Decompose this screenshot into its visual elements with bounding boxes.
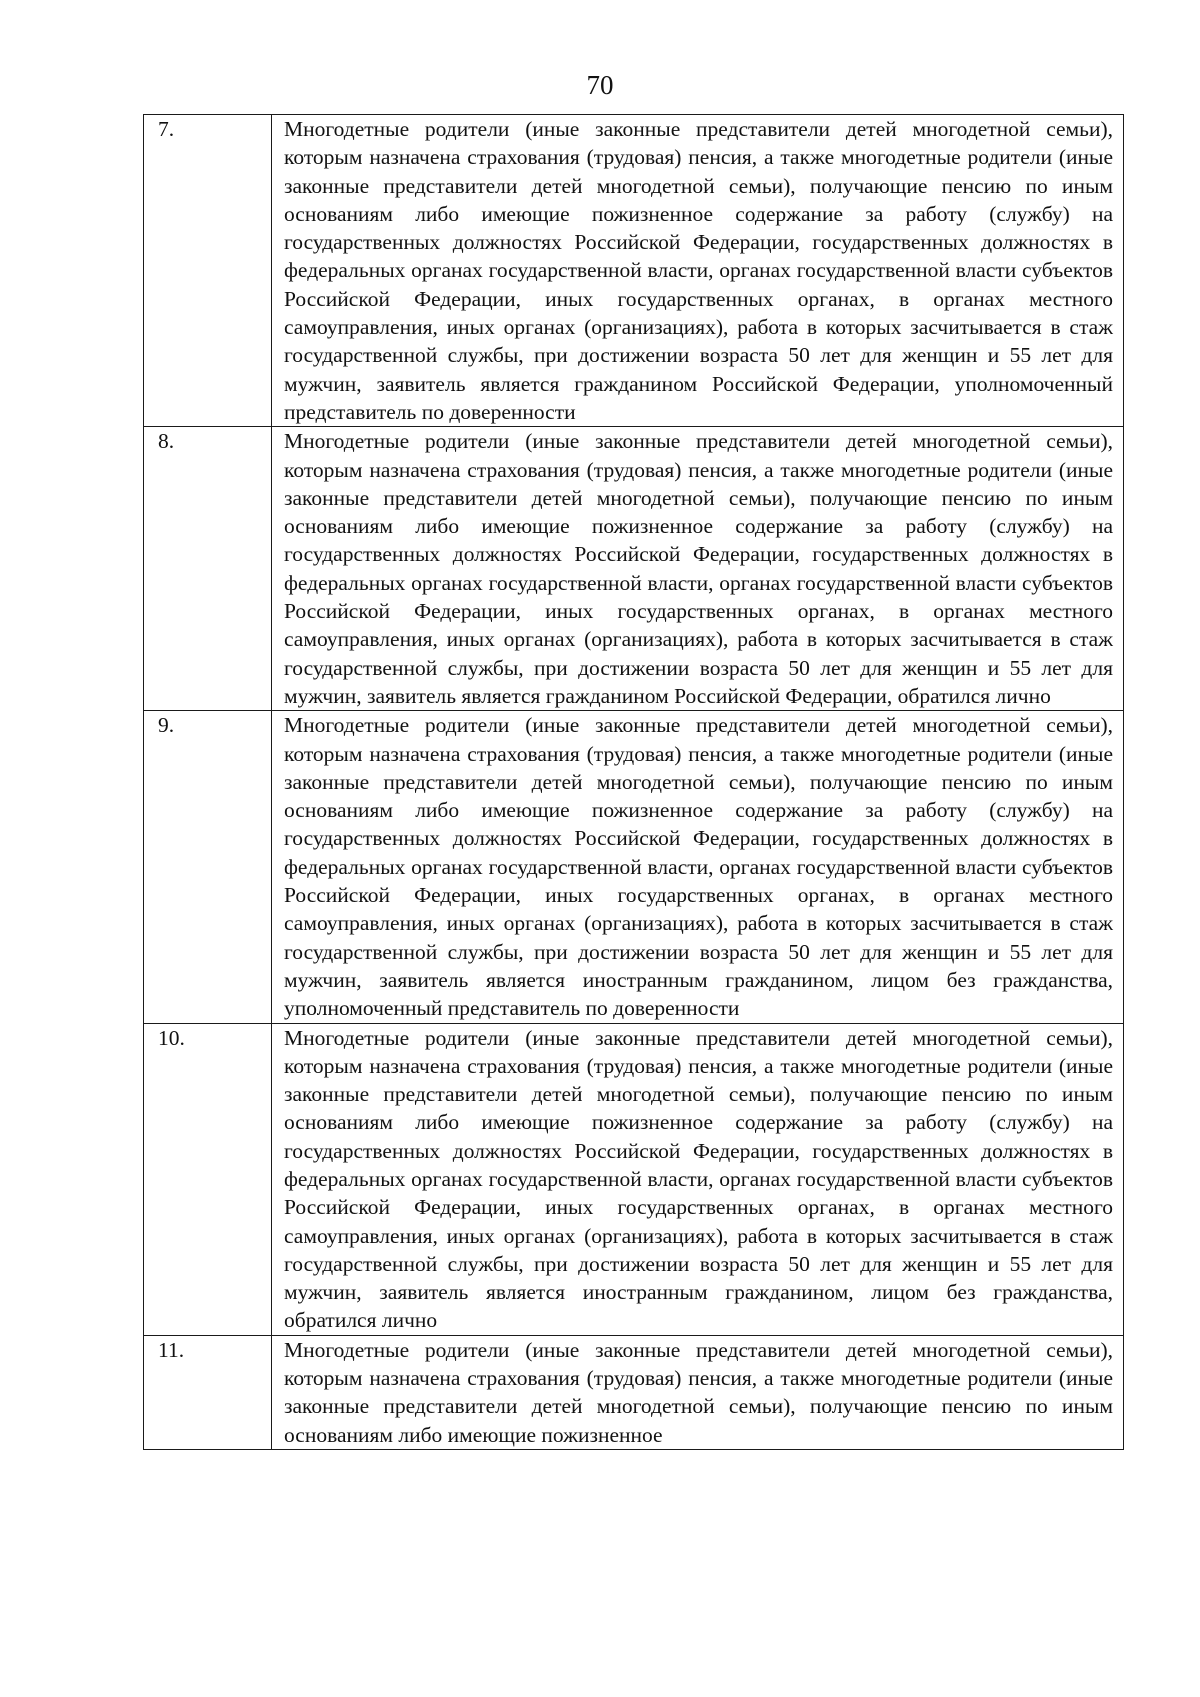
page-number: 70 [586,70,614,100]
row-description: Многодетные родители (иные законные представители детей многодетной семьи), которым назначена страхования (трудовая) пенсия, а также многодетные родители (иные законные представители детей многодетной семьи), получающие пенсию по иным основаниям либо имеющие пожизненное содержание за работу (службу) на государственных должностях Российской Федерации, государственных должностях в федеральных органах государственной власти, органах государственной власти субъектов Российской Федерации, иных государственных органах, в органах местного самоуправления, иных органах (организациях), работа в которых засчитывается в стаж государственной службы, при достижении возраста 50 лет для женщин и 55 лет для мужчин, заявитель является гражданином Российской Федерации, уполномоченный представитель по доверенности [272,115,1124,427]
table-row [144,427,1124,711]
row-description: Многодетные родители (иные законные представители детей многодетной семьи), которым назначена страхования (трудовая) пенсия, а также многодетные родители (иные законные представители детей многодетной семьи), получающие пенсию по иным основаниям либо имеющие пожизненное содержание за работу (службу) на государственных должностях Российской Федерации, государственных должностях в федеральных органах государственной власти, органах государственной власти субъектов Российской Федерации, иных государственных органах, в органах местного самоуправления, иных органах (организациях), работа в которых засчитывается в стаж государственной службы, при достижении возраста 50 лет для женщин и 55 лет для мужчин, заявитель является иностранным гражданином, лицом без гражданства, уполномоченный представитель по доверенности [272,711,1124,1023]
row-description: Многодетные родители (иные законные представители детей многодетной семьи), которым назначена страхования (трудовая) пенсия, а также многодетные родители (иные законные представители детей многодетной семьи), получающие пенсию по иным основаниям либо имеющие пожизненное содержание за работу (службу) на государственных должностях Российской Федерации, государственных должностях в федеральных органах государственной власти, органах государственной власти субъектов Российской Федерации, иных государственных органах, в органах местного самоуправления, иных органах (организациях), работа в которых засчитывается в стаж государственной службы, при достижении возраста 50 лет для женщин и 55 лет для мужчин, заявитель является гражданином Российской Федерации, обратился лично [272,427,1124,711]
row-number: 7. [144,115,272,427]
row-description: Многодетные родители (иные законные представители детей многодетной семьи), которым назначена страхования (трудовая) пенсия, а также многодетные родители (иные законные представители детей многодетной семьи), получающие пенсию по иным основаниям либо имеющие пожизненное содержание за работу (службу) на государственных должностях Российской Федерации, государственных должностях в федеральных органах государственной власти, органах государственной власти субъектов Российской Федерации, иных государственных органах, в органах местного самоуправления, иных органах (организациях), работа в которых засчитывается в стаж государственной службы, при достижении возраста 50 лет для женщин и 55 лет для мужчин, заявитель является иностранным гражданином, лицом без гражданства, обратился лично [272,1023,1124,1335]
row-number: 11. [144,1335,272,1449]
row-description-wrapper [272,1335,1124,1449]
table-row [144,711,1124,1023]
row-number: 9. [144,711,272,1023]
category-table [143,114,1124,1450]
row-description: Многодетные родители (иные законные представители детей многодетной семьи), которым назначена страхования (трудовая) пенсия, а также многодетные родители (иные законные представители детей многодетной семьи), получающие пенсию по иным основаниям либо имеющие пожизненное [284,1337,1113,1447]
table-row [144,1023,1124,1335]
row-number: 8. [144,427,272,711]
row-number: 10. [144,1023,272,1335]
table-row [144,1335,1124,1449]
table-row [144,115,1124,427]
